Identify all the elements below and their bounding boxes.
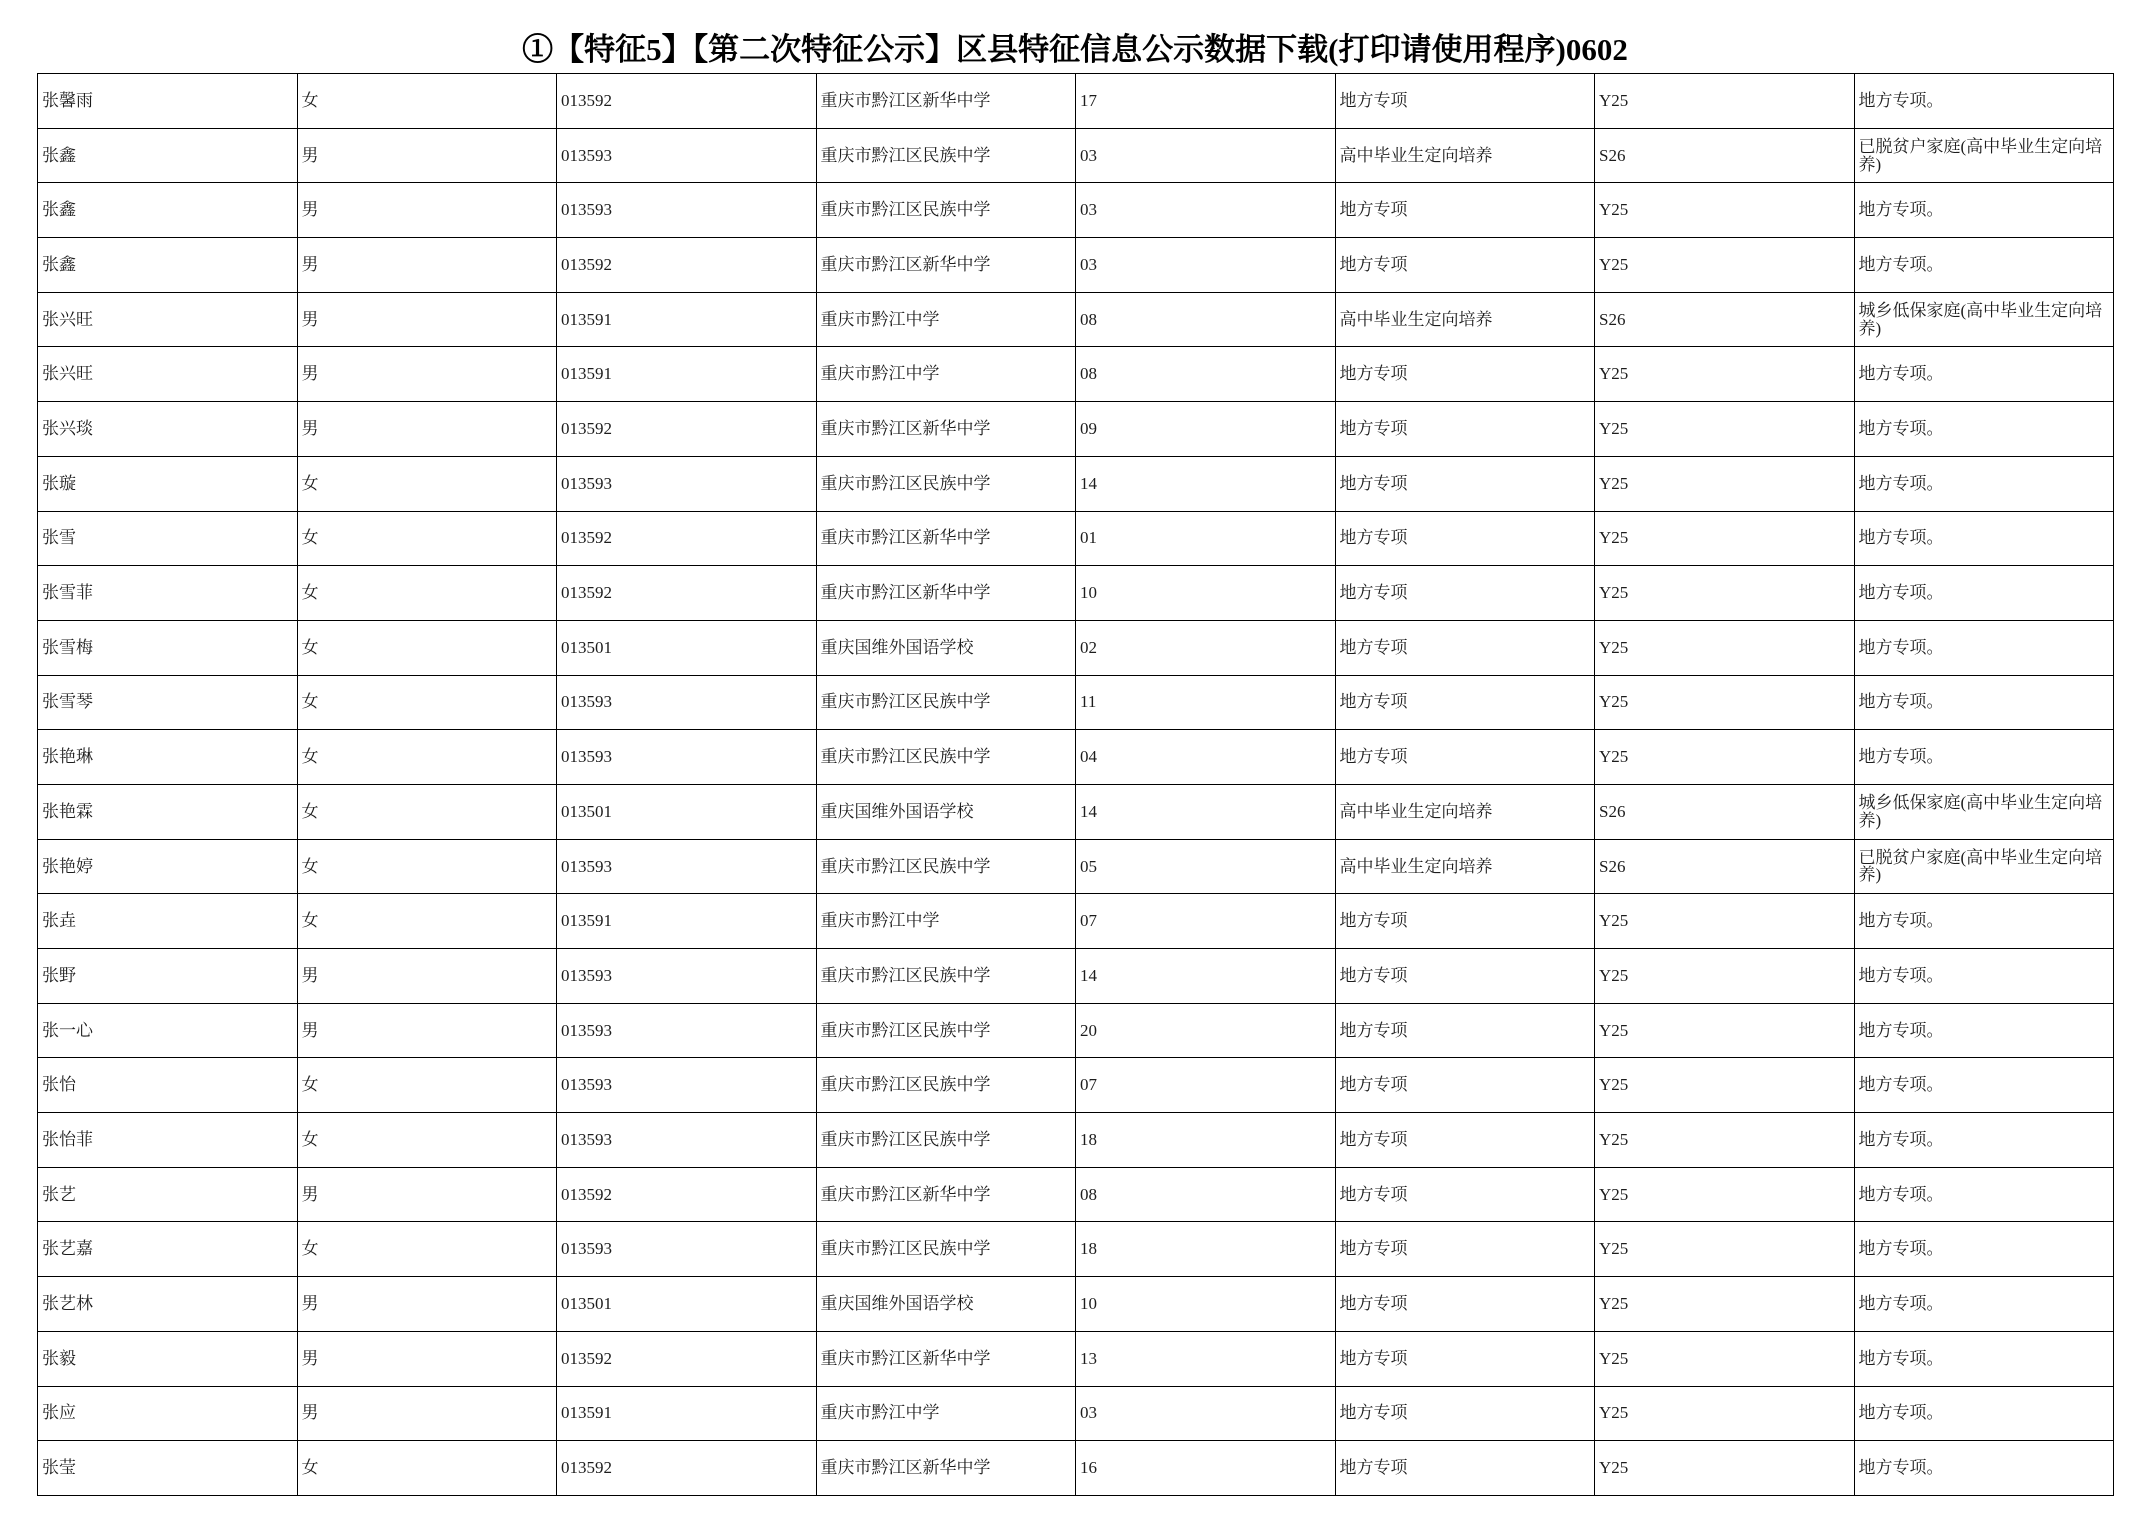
cell-school-name: 重庆市黔江区民族中学 <box>816 730 1076 785</box>
cell-category: 地方专项 <box>1335 1058 1595 1113</box>
cell-school-code: 013592 <box>557 1167 817 1222</box>
cell-name: 张野 <box>38 949 298 1004</box>
cell-school-name: 重庆市黔江区民族中学 <box>816 1058 1076 1113</box>
data-table <box>37 73 2114 1496</box>
cell-name: 张鑫 <box>38 128 298 183</box>
cell-class: 01 <box>1076 511 1336 566</box>
cell-school-code: 013501 <box>557 784 817 839</box>
cell-name: 张雪菲 <box>38 566 298 621</box>
cell-category: 地方专项 <box>1335 620 1595 675</box>
cell-class: 05 <box>1076 839 1336 894</box>
cell-category: 地方专项 <box>1335 949 1595 1004</box>
cell-category: 地方专项 <box>1335 894 1595 949</box>
cell-gender: 男 <box>297 1003 557 1058</box>
cell-name: 张艳婷 <box>38 839 298 894</box>
cell-category-code: S26 <box>1595 292 1855 347</box>
cell-gender: 男 <box>297 1277 557 1332</box>
cell-category-code: Y25 <box>1595 402 1855 457</box>
cell-gender: 男 <box>297 1167 557 1222</box>
cell-remark: 地方专项。 <box>1854 511 2114 566</box>
cell-category: 地方专项 <box>1335 74 1595 129</box>
cell-school-code: 013592 <box>557 1331 817 1386</box>
cell-category-code: S26 <box>1595 128 1855 183</box>
cell-school-code: 013593 <box>557 839 817 894</box>
cell-remark: 地方专项。 <box>1854 949 2114 1004</box>
cell-school-name: 重庆市黔江区民族中学 <box>816 128 1076 183</box>
cell-school-code: 013593 <box>557 730 817 785</box>
table-row <box>38 675 2114 730</box>
cell-category-code: Y25 <box>1595 1222 1855 1277</box>
cell-gender: 男 <box>297 292 557 347</box>
cell-school-name: 重庆市黔江区民族中学 <box>816 1113 1076 1168</box>
table-row <box>38 183 2114 238</box>
cell-remark: 地方专项。 <box>1854 620 2114 675</box>
cell-remark: 地方专项。 <box>1854 347 2114 402</box>
cell-gender: 女 <box>297 1222 557 1277</box>
cell-category: 地方专项 <box>1335 456 1595 511</box>
cell-name: 张艺林 <box>38 1277 298 1332</box>
cell-name: 张应 <box>38 1386 298 1441</box>
cell-school-code: 013591 <box>557 347 817 402</box>
cell-class: 07 <box>1076 894 1336 949</box>
cell-school-name: 重庆市黔江区民族中学 <box>816 456 1076 511</box>
cell-class: 03 <box>1076 128 1336 183</box>
cell-school-name: 重庆市黔江中学 <box>816 292 1076 347</box>
cell-name: 张兴旺 <box>38 292 298 347</box>
cell-gender: 女 <box>297 74 557 129</box>
cell-remark: 地方专项。 <box>1854 1331 2114 1386</box>
cell-school-code: 013593 <box>557 456 817 511</box>
cell-category: 地方专项 <box>1335 1441 1595 1496</box>
cell-class: 20 <box>1076 1003 1336 1058</box>
cell-class: 16 <box>1076 1441 1336 1496</box>
cell-school-code: 013591 <box>557 292 817 347</box>
cell-gender: 男 <box>297 183 557 238</box>
cell-category: 地方专项 <box>1335 566 1595 621</box>
cell-class: 07 <box>1076 1058 1336 1113</box>
cell-category-code: Y25 <box>1595 730 1855 785</box>
cell-school-code: 013592 <box>557 402 817 457</box>
cell-name: 张怡菲 <box>38 1113 298 1168</box>
cell-category: 高中毕业生定向培养 <box>1335 128 1595 183</box>
cell-class: 14 <box>1076 949 1336 1004</box>
cell-school-name: 重庆市黔江区民族中学 <box>816 839 1076 894</box>
cell-gender: 女 <box>297 1441 557 1496</box>
cell-class: 03 <box>1076 238 1336 293</box>
cell-name: 张毅 <box>38 1331 298 1386</box>
cell-gender: 女 <box>297 566 557 621</box>
cell-remark: 城乡低保家庭(高中毕业生定向培养) <box>1854 784 2114 839</box>
cell-class: 02 <box>1076 620 1336 675</box>
cell-class: 17 <box>1076 74 1336 129</box>
cell-category-code: Y25 <box>1595 1441 1855 1496</box>
cell-school-name: 重庆市黔江区民族中学 <box>816 1003 1076 1058</box>
cell-class: 10 <box>1076 1277 1336 1332</box>
table-body <box>38 74 2114 1496</box>
cell-school-code: 013591 <box>557 894 817 949</box>
table-row <box>38 456 2114 511</box>
cell-category-code: Y25 <box>1595 1277 1855 1332</box>
cell-class: 10 <box>1076 566 1336 621</box>
cell-gender: 男 <box>297 128 557 183</box>
cell-class: 14 <box>1076 784 1336 839</box>
cell-category-code: Y25 <box>1595 238 1855 293</box>
table-row <box>38 1167 2114 1222</box>
cell-category: 地方专项 <box>1335 511 1595 566</box>
cell-category-code: Y25 <box>1595 894 1855 949</box>
cell-school-code: 013592 <box>557 1441 817 1496</box>
cell-class: 03 <box>1076 1386 1336 1441</box>
table-row <box>38 1441 2114 1496</box>
cell-remark: 地方专项。 <box>1854 1113 2114 1168</box>
cell-school-name: 重庆市黔江区新华中学 <box>816 238 1076 293</box>
cell-school-code: 013501 <box>557 620 817 675</box>
cell-class: 18 <box>1076 1113 1336 1168</box>
table-row <box>38 839 2114 894</box>
table-row <box>38 1222 2114 1277</box>
cell-remark: 地方专项。 <box>1854 238 2114 293</box>
cell-gender: 女 <box>297 1058 557 1113</box>
cell-gender: 男 <box>297 402 557 457</box>
cell-gender: 女 <box>297 675 557 730</box>
cell-name: 张馨雨 <box>38 74 298 129</box>
cell-category: 地方专项 <box>1335 1277 1595 1332</box>
cell-category: 地方专项 <box>1335 730 1595 785</box>
cell-category: 地方专项 <box>1335 675 1595 730</box>
cell-category: 地方专项 <box>1335 1167 1595 1222</box>
cell-school-name: 重庆市黔江区民族中学 <box>816 949 1076 1004</box>
table-row <box>38 238 2114 293</box>
table-row <box>38 74 2114 129</box>
cell-school-name: 重庆国维外国语学校 <box>816 784 1076 839</box>
table-row <box>38 949 2114 1004</box>
cell-category-code: Y25 <box>1595 1386 1855 1441</box>
cell-gender: 女 <box>297 456 557 511</box>
cell-remark: 地方专项。 <box>1854 456 2114 511</box>
table-row <box>38 1386 2114 1441</box>
table-row <box>38 347 2114 402</box>
cell-remark: 地方专项。 <box>1854 1222 2114 1277</box>
cell-school-code: 013592 <box>557 566 817 621</box>
cell-school-code: 013591 <box>557 1386 817 1441</box>
cell-remark: 地方专项。 <box>1854 1386 2114 1441</box>
cell-category-code: Y25 <box>1595 1003 1855 1058</box>
cell-remark: 地方专项。 <box>1854 675 2114 730</box>
cell-category-code: Y25 <box>1595 949 1855 1004</box>
cell-remark: 城乡低保家庭(高中毕业生定向培养) <box>1854 292 2114 347</box>
cell-gender: 女 <box>297 1113 557 1168</box>
page-title: ①【特征5】【第二次特征公示】区县特征信息公示数据下载(打印请使用程序)0602 <box>522 32 1628 67</box>
cell-gender: 男 <box>297 1331 557 1386</box>
cell-school-name: 重庆市黔江区新华中学 <box>816 1331 1076 1386</box>
cell-school-code: 013592 <box>557 74 817 129</box>
table-row <box>38 1058 2114 1113</box>
cell-category-code: Y25 <box>1595 566 1855 621</box>
cell-gender: 女 <box>297 839 557 894</box>
cell-school-code: 013593 <box>557 1113 817 1168</box>
cell-name: 张鑫 <box>38 183 298 238</box>
cell-name: 张兴琰 <box>38 402 298 457</box>
cell-school-name: 重庆市黔江区新华中学 <box>816 402 1076 457</box>
cell-name: 张艳霖 <box>38 784 298 839</box>
cell-gender: 男 <box>297 347 557 402</box>
cell-gender: 女 <box>297 730 557 785</box>
table-row <box>38 402 2114 457</box>
cell-remark: 地方专项。 <box>1854 1167 2114 1222</box>
table-row <box>38 1331 2114 1386</box>
cell-school-name: 重庆市黔江区民族中学 <box>816 183 1076 238</box>
cell-category-code: Y25 <box>1595 74 1855 129</box>
cell-category-code: Y25 <box>1595 620 1855 675</box>
cell-category: 地方专项 <box>1335 1331 1595 1386</box>
cell-category-code: Y25 <box>1595 347 1855 402</box>
cell-remark: 地方专项。 <box>1854 730 2114 785</box>
cell-remark: 地方专项。 <box>1854 402 2114 457</box>
table-row <box>38 566 2114 621</box>
cell-name: 张垚 <box>38 894 298 949</box>
cell-school-name: 重庆市黔江区新华中学 <box>816 511 1076 566</box>
table-row <box>38 1003 2114 1058</box>
cell-category: 地方专项 <box>1335 238 1595 293</box>
cell-school-name: 重庆市黔江中学 <box>816 347 1076 402</box>
cell-gender: 男 <box>297 949 557 1004</box>
cell-school-code: 013593 <box>557 1222 817 1277</box>
cell-school-code: 013593 <box>557 675 817 730</box>
cell-category: 地方专项 <box>1335 1386 1595 1441</box>
table-row <box>38 894 2114 949</box>
table-row <box>38 730 2114 785</box>
cell-name: 张雪梅 <box>38 620 298 675</box>
cell-class: 13 <box>1076 1331 1336 1386</box>
cell-school-name: 重庆市黔江区民族中学 <box>816 1222 1076 1277</box>
cell-school-name: 重庆国维外国语学校 <box>816 1277 1076 1332</box>
cell-remark: 地方专项。 <box>1854 183 2114 238</box>
cell-name: 张鑫 <box>38 238 298 293</box>
cell-category: 地方专项 <box>1335 402 1595 457</box>
cell-name: 张雪 <box>38 511 298 566</box>
cell-school-code: 013593 <box>557 949 817 1004</box>
cell-school-name: 重庆市黔江中学 <box>816 894 1076 949</box>
cell-category-code: Y25 <box>1595 1113 1855 1168</box>
cell-name: 张艳琳 <box>38 730 298 785</box>
cell-school-code: 013592 <box>557 511 817 566</box>
cell-school-code: 013593 <box>557 1003 817 1058</box>
cell-gender: 女 <box>297 894 557 949</box>
cell-class: 18 <box>1076 1222 1336 1277</box>
cell-remark: 地方专项。 <box>1854 1003 2114 1058</box>
cell-class: 08 <box>1076 347 1336 402</box>
cell-school-name: 重庆市黔江区新华中学 <box>816 74 1076 129</box>
cell-category-code: Y25 <box>1595 1058 1855 1113</box>
cell-category: 高中毕业生定向培养 <box>1335 839 1595 894</box>
cell-category-code: Y25 <box>1595 1331 1855 1386</box>
cell-category: 地方专项 <box>1335 1113 1595 1168</box>
cell-school-code: 013501 <box>557 1277 817 1332</box>
table-row <box>38 1277 2114 1332</box>
cell-remark: 已脱贫户家庭(高中毕业生定向培养) <box>1854 839 2114 894</box>
cell-school-code: 013592 <box>557 238 817 293</box>
table-row <box>38 511 2114 566</box>
cell-gender: 女 <box>297 784 557 839</box>
cell-category: 地方专项 <box>1335 183 1595 238</box>
table-row <box>38 292 2114 347</box>
cell-category: 地方专项 <box>1335 1222 1595 1277</box>
cell-category: 高中毕业生定向培养 <box>1335 292 1595 347</box>
cell-gender: 女 <box>297 620 557 675</box>
table-row <box>38 784 2114 839</box>
cell-name: 张怡 <box>38 1058 298 1113</box>
table-row <box>38 1113 2114 1168</box>
cell-category-code: S26 <box>1595 784 1855 839</box>
cell-gender: 男 <box>297 238 557 293</box>
cell-remark: 地方专项。 <box>1854 74 2114 129</box>
table-row <box>38 620 2114 675</box>
cell-category: 高中毕业生定向培养 <box>1335 784 1595 839</box>
cell-class: 04 <box>1076 730 1336 785</box>
cell-category-code: Y25 <box>1595 456 1855 511</box>
cell-category-code: Y25 <box>1595 1167 1855 1222</box>
cell-class: 03 <box>1076 183 1336 238</box>
cell-school-name: 重庆国维外国语学校 <box>816 620 1076 675</box>
cell-school-name: 重庆市黔江区新华中学 <box>816 1441 1076 1496</box>
cell-school-name: 重庆市黔江区民族中学 <box>816 675 1076 730</box>
cell-school-code: 013593 <box>557 183 817 238</box>
cell-gender: 男 <box>297 1386 557 1441</box>
cell-school-code: 013593 <box>557 1058 817 1113</box>
cell-remark: 地方专项。 <box>1854 1277 2114 1332</box>
cell-category: 地方专项 <box>1335 347 1595 402</box>
cell-category-code: Y25 <box>1595 675 1855 730</box>
cell-remark: 已脱贫户家庭(高中毕业生定向培养) <box>1854 128 2114 183</box>
cell-name: 张艺嘉 <box>38 1222 298 1277</box>
cell-school-name: 重庆市黔江区新华中学 <box>816 1167 1076 1222</box>
table-row <box>38 128 2114 183</box>
cell-school-name: 重庆市黔江中学 <box>816 1386 1076 1441</box>
cell-name: 张璇 <box>38 456 298 511</box>
cell-name: 张艺 <box>38 1167 298 1222</box>
cell-class: 11 <box>1076 675 1336 730</box>
cell-remark: 地方专项。 <box>1854 1441 2114 1496</box>
cell-class: 14 <box>1076 456 1336 511</box>
cell-school-code: 013593 <box>557 128 817 183</box>
cell-remark: 地方专项。 <box>1854 894 2114 949</box>
cell-class: 09 <box>1076 402 1336 457</box>
cell-remark: 地方专项。 <box>1854 1058 2114 1113</box>
cell-gender: 女 <box>297 511 557 566</box>
cell-class: 08 <box>1076 292 1336 347</box>
cell-name: 张一心 <box>38 1003 298 1058</box>
cell-category: 地方专项 <box>1335 1003 1595 1058</box>
cell-category-code: Y25 <box>1595 183 1855 238</box>
cell-category-code: S26 <box>1595 839 1855 894</box>
cell-remark: 地方专项。 <box>1854 566 2114 621</box>
cell-category-code: Y25 <box>1595 511 1855 566</box>
cell-name: 张莹 <box>38 1441 298 1496</box>
cell-name: 张兴旺 <box>38 347 298 402</box>
cell-class: 08 <box>1076 1167 1336 1222</box>
cell-school-name: 重庆市黔江区新华中学 <box>816 566 1076 621</box>
cell-name: 张雪琴 <box>38 675 298 730</box>
